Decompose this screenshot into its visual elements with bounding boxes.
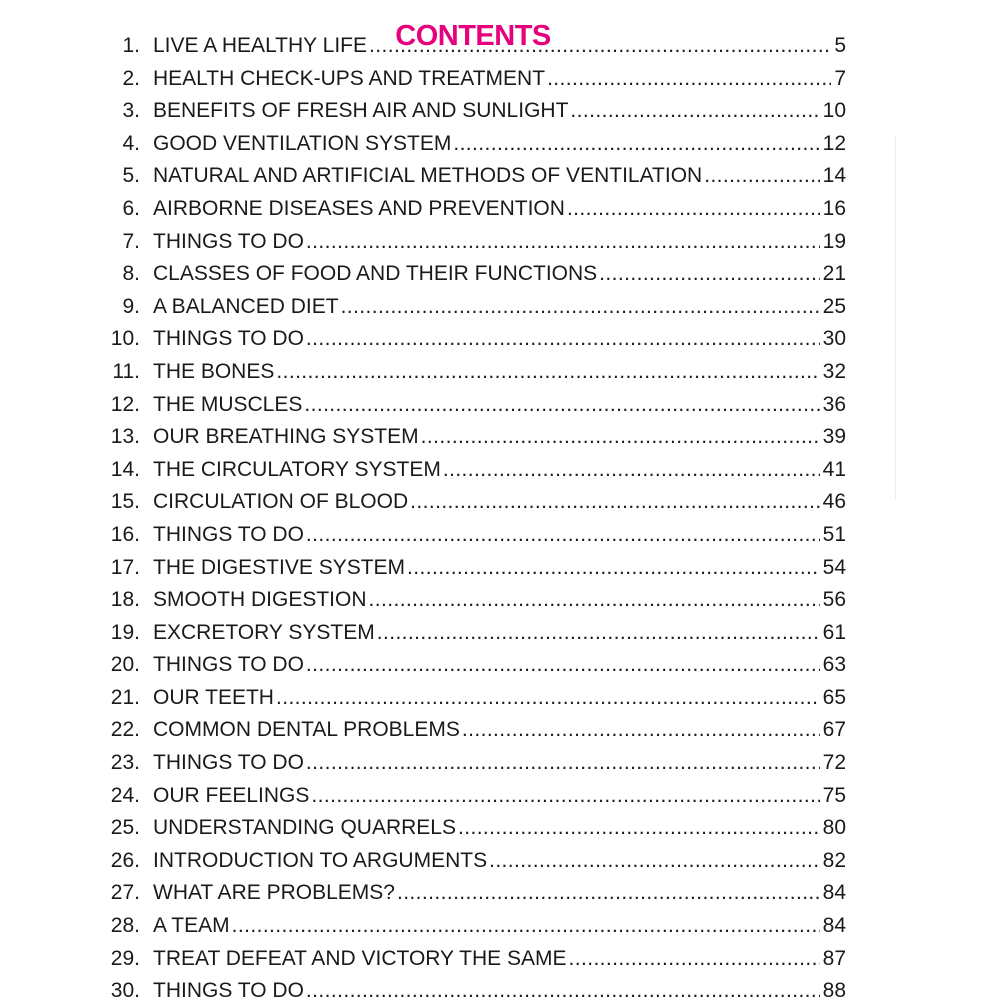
toc-dot-leader (567, 193, 820, 226)
toc-entry-title: THINGS TO DO (153, 229, 304, 253)
toc-entry-number: 30. (110, 979, 140, 1003)
toc-dot-leader (306, 975, 820, 1008)
toc-dot-leader (443, 454, 820, 487)
toc-dot-leader (232, 910, 820, 943)
toc-entry-number: 14. (110, 457, 140, 481)
toc-entry-number: 15. (110, 490, 140, 514)
toc-entry-title: HEALTH CHECK-UPS AND TREATMENT (153, 66, 546, 90)
toc-entry (104, 63, 846, 96)
toc-entry-page: 7 (834, 66, 846, 90)
toc-entry-title: THE CIRCULATORY SYSTEM (153, 457, 441, 481)
toc-entry-title: OUR TEETH (153, 685, 274, 709)
toc-dot-leader (377, 617, 820, 650)
toc-entry-title: WHAT ARE PROBLEMS? (153, 881, 395, 905)
toc-dot-leader (547, 63, 831, 96)
toc-entry-number: 2. (122, 66, 140, 90)
toc-entry (104, 356, 846, 389)
toc-dot-leader (306, 519, 820, 552)
toc-dot-leader (306, 747, 820, 780)
toc-dot-leader (311, 780, 819, 813)
toc-entry-page: 14 (822, 164, 846, 188)
toc-entry-number: 16. (110, 522, 140, 546)
toc-entry (104, 747, 846, 780)
toc-entry (104, 943, 846, 976)
toc-entry-title: SMOOTH DIGESTION (153, 588, 367, 612)
toc-entry-number: 27. (110, 881, 140, 905)
toc-entry (104, 323, 846, 356)
toc-entry-number: 6. (122, 196, 140, 220)
page-title: CONTENTS (395, 20, 551, 53)
toc-entry-number: 10. (110, 327, 140, 351)
toc-entry-page: 25 (822, 294, 846, 318)
toc-entry-title: THINGS TO DO (153, 751, 304, 775)
toc-entry-number: 19. (110, 620, 140, 644)
toc-entry-number: 12. (110, 392, 140, 416)
toc-entry-page: 30 (822, 327, 846, 351)
toc-entry (104, 714, 846, 747)
toc-entry-title: NATURAL AND ARTIFICIAL METHODS OF VENTILATION (153, 164, 703, 188)
toc-entry-page: 5 (834, 34, 846, 57)
toc-entry-title: THE BONES (153, 359, 275, 383)
toc-dot-leader (407, 552, 820, 585)
toc-entry-number: 8. (122, 262, 140, 286)
toc-entry-page: 46 (822, 490, 846, 514)
toc-entry-number: 17. (110, 555, 140, 579)
toc-entry-title: OUR BREATHING SYSTEM (153, 425, 419, 449)
toc-entry-page: 41 (822, 457, 846, 481)
toc-entry-title: THINGS TO DO (153, 653, 304, 677)
toc-entry-page: 67 (822, 718, 846, 742)
toc-entry-number: 24. (110, 783, 140, 807)
toc-entry-title: BENEFITS OF FRESH AIR AND SUNLIGHT (153, 99, 569, 123)
toc-entry-title: COMMON DENTAL PROBLEMS (153, 718, 460, 742)
toc-entry-page: 10 (822, 99, 846, 123)
toc-entry (104, 30, 846, 63)
toc-entry-page: 82 (822, 848, 846, 872)
toc-dot-leader (569, 943, 820, 976)
toc-entry-title: OUR FEELINGS (153, 783, 310, 807)
toc-entry-page: 80 (822, 816, 846, 840)
toc-entry-page: 19 (822, 229, 846, 253)
toc-dot-leader (453, 128, 819, 161)
toc-entry-page: 65 (822, 685, 846, 709)
toc-entry-page: 63 (822, 653, 846, 677)
toc-dot-leader (462, 714, 820, 747)
toc-entry (104, 910, 846, 943)
toc-dot-leader (276, 356, 819, 389)
toc-entry (104, 584, 846, 617)
toc-entry (104, 649, 846, 682)
toc-entry-number: 23. (110, 751, 140, 775)
toc-entry-page: 51 (822, 522, 846, 546)
toc-entry-number: 1. (122, 34, 140, 57)
toc-entry (104, 519, 846, 552)
toc-entry-page: 36 (822, 392, 846, 416)
toc-entry-page: 54 (822, 555, 846, 579)
toc-entry (104, 454, 846, 487)
toc-entry-page: 84 (822, 914, 846, 938)
toc-dot-leader (304, 389, 819, 422)
toc-entry-number: 18. (110, 588, 140, 612)
toc-dot-leader (369, 584, 820, 617)
toc-dot-leader (369, 30, 831, 63)
toc-entry (104, 682, 846, 715)
toc-entry (104, 877, 846, 910)
table-of-contents (104, 30, 846, 1008)
toc-dot-leader (276, 682, 820, 715)
toc-entry-page: 75 (822, 783, 846, 807)
toc-dot-leader (306, 649, 820, 682)
toc-dot-leader (704, 160, 819, 193)
toc-entry-page: 56 (822, 588, 846, 612)
toc-entry-title: TREAT DEFEAT AND VICTORY THE SAME (153, 946, 567, 970)
toc-entry-page: 88 (822, 979, 846, 1003)
toc-entry-page: 16 (822, 196, 846, 220)
toc-entry-number: 3. (122, 99, 140, 123)
toc-entry-title: THE MUSCLES (153, 392, 303, 416)
toc-entry (104, 193, 846, 226)
toc-entry (104, 226, 846, 259)
toc-dot-leader (306, 226, 820, 259)
toc-entry-page: 21 (822, 262, 846, 286)
toc-dot-leader (570, 95, 819, 128)
toc-entry-title: A TEAM (153, 914, 230, 938)
toc-entry-number: 22. (110, 718, 140, 742)
toc-dot-leader (397, 877, 820, 910)
toc-entry-number: 25. (110, 816, 140, 840)
toc-entry-number: 5. (122, 164, 140, 188)
toc-entry-number: 26. (110, 848, 140, 872)
toc-entry-number: 28. (110, 914, 140, 938)
toc-entry-title: LIVE A HEALTHY LIFE (153, 34, 367, 57)
toc-entry (104, 291, 846, 324)
toc-entry-number: 21. (110, 685, 140, 709)
toc-entry-title: THINGS TO DO (153, 327, 304, 351)
toc-entry-title: AIRBORNE DISEASES AND PREVENTION (153, 196, 565, 220)
toc-entry-number: 7. (122, 229, 140, 253)
toc-entry (104, 812, 846, 845)
toc-entry (104, 421, 846, 454)
toc-entry-number: 20. (110, 653, 140, 677)
toc-entry-title: CLASSES OF FOOD AND THEIR FUNCTIONS (153, 262, 598, 286)
toc-entry-page: 39 (822, 425, 846, 449)
toc-entry-title: GOOD VENTILATION SYSTEM (153, 131, 452, 155)
toc-entry (104, 160, 846, 193)
toc-entry-page: 32 (822, 359, 846, 383)
toc-entry-number: 4. (122, 131, 140, 155)
toc-entry (104, 617, 846, 650)
toc-dot-leader (421, 421, 820, 454)
toc-dot-leader (599, 258, 819, 291)
toc-dot-leader (489, 845, 820, 878)
toc-entry (104, 389, 846, 422)
toc-entry (104, 845, 846, 878)
toc-dot-leader (306, 323, 820, 356)
toc-entry (104, 780, 846, 813)
toc-entry-title: CIRCULATION OF BLOOD (153, 490, 409, 514)
toc-entry-number: 9. (122, 294, 140, 318)
toc-entry-number: 29. (110, 946, 140, 970)
toc-entry-title: THINGS TO DO (153, 979, 304, 1003)
toc-entry-title: EXCRETORY SYSTEM (153, 620, 375, 644)
toc-entry (104, 95, 846, 128)
toc-dot-leader (410, 486, 820, 519)
toc-entry-title: UNDERSTANDING QUARRELS (153, 816, 456, 840)
toc-entry-page: 84 (822, 881, 846, 905)
toc-entry (104, 975, 846, 1008)
toc-dot-leader (341, 291, 820, 324)
toc-entry-title: INTRODUCTION TO ARGUMENTS (153, 848, 488, 872)
toc-entry-title: THE DIGESTIVE SYSTEM (153, 555, 406, 579)
toc-entry-title: A BALANCED DIET (153, 294, 339, 318)
toc-entry (104, 128, 846, 161)
toc-entry (104, 486, 846, 519)
toc-entry (104, 552, 846, 585)
toc-entry-page: 61 (822, 620, 846, 644)
toc-entry-number: 11. (112, 359, 140, 383)
toc-dot-leader (458, 812, 820, 845)
toc-entry-number: 13. (110, 425, 140, 449)
page-edge-divider (895, 135, 896, 500)
toc-entry-title: THINGS TO DO (153, 522, 304, 546)
toc-entry-page: 72 (822, 751, 846, 775)
toc-entry-page: 12 (822, 131, 846, 155)
toc-entry-page: 87 (822, 946, 846, 970)
toc-entry (104, 258, 846, 291)
